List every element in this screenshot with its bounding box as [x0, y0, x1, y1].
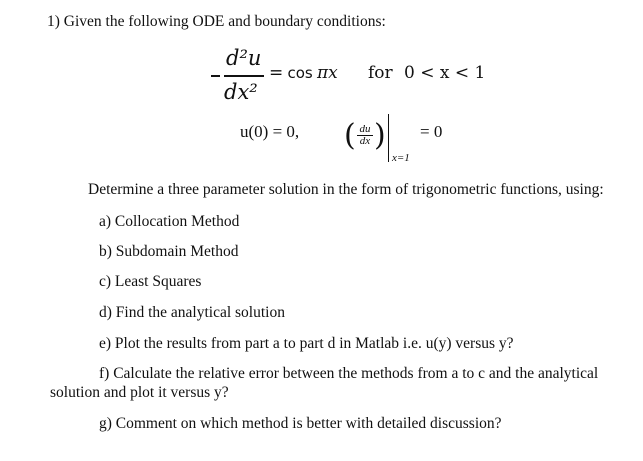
- item-f-continued: solution and plot it versus y?: [50, 384, 229, 401]
- boundary-condition-1: u(0) = 0,: [240, 122, 300, 141]
- ode-minus-sign: [211, 75, 220, 77]
- right-paren: ): [374, 118, 386, 153]
- ode-denominator: dx²: [224, 80, 258, 104]
- ode-for-word: for: [368, 63, 393, 83]
- problem-heading: 1) Given the following ODE and boundary conditions:: [47, 13, 386, 30]
- bc2-evaluation-point: x=1: [392, 152, 410, 164]
- item-f: f) Calculate the relative error between the methods from a to c and the analytical: [99, 365, 599, 382]
- bc2-numerator: du: [359, 123, 371, 135]
- left-paren: (: [344, 118, 356, 153]
- evaluation-bar: [388, 114, 389, 162]
- bc2-equals: = 0: [420, 122, 443, 141]
- ode-fraction-bar: [224, 75, 264, 77]
- ode-rhs: [269, 63, 338, 83]
- item-g: g) Comment on which method is better with detailed discussion?: [99, 415, 502, 432]
- boundary-condition-2: [344, 114, 464, 174]
- bc2-denominator: dx: [359, 135, 371, 147]
- ode-domain: 0 < x < 1: [404, 63, 486, 83]
- item-b: b) Subdomain Method: [99, 243, 239, 260]
- item-c: c) Least Squares: [99, 273, 202, 290]
- ode-rhs-function: cos: [287, 64, 313, 82]
- ode-equals: =: [269, 63, 284, 83]
- item-d: d) Find the analytical solution: [99, 304, 285, 321]
- item-e: e) Plot the results from part a to part d in Matlab i.e. u(y) versus y?: [99, 335, 514, 352]
- ode-rhs-argument: πx: [317, 63, 338, 83]
- ode-numerator: d²u: [226, 46, 262, 70]
- instruction-text: Determine a three parameter solution in the form of trigonometric functions, using:: [88, 181, 604, 198]
- item-a: a) Collocation Method: [99, 213, 240, 230]
